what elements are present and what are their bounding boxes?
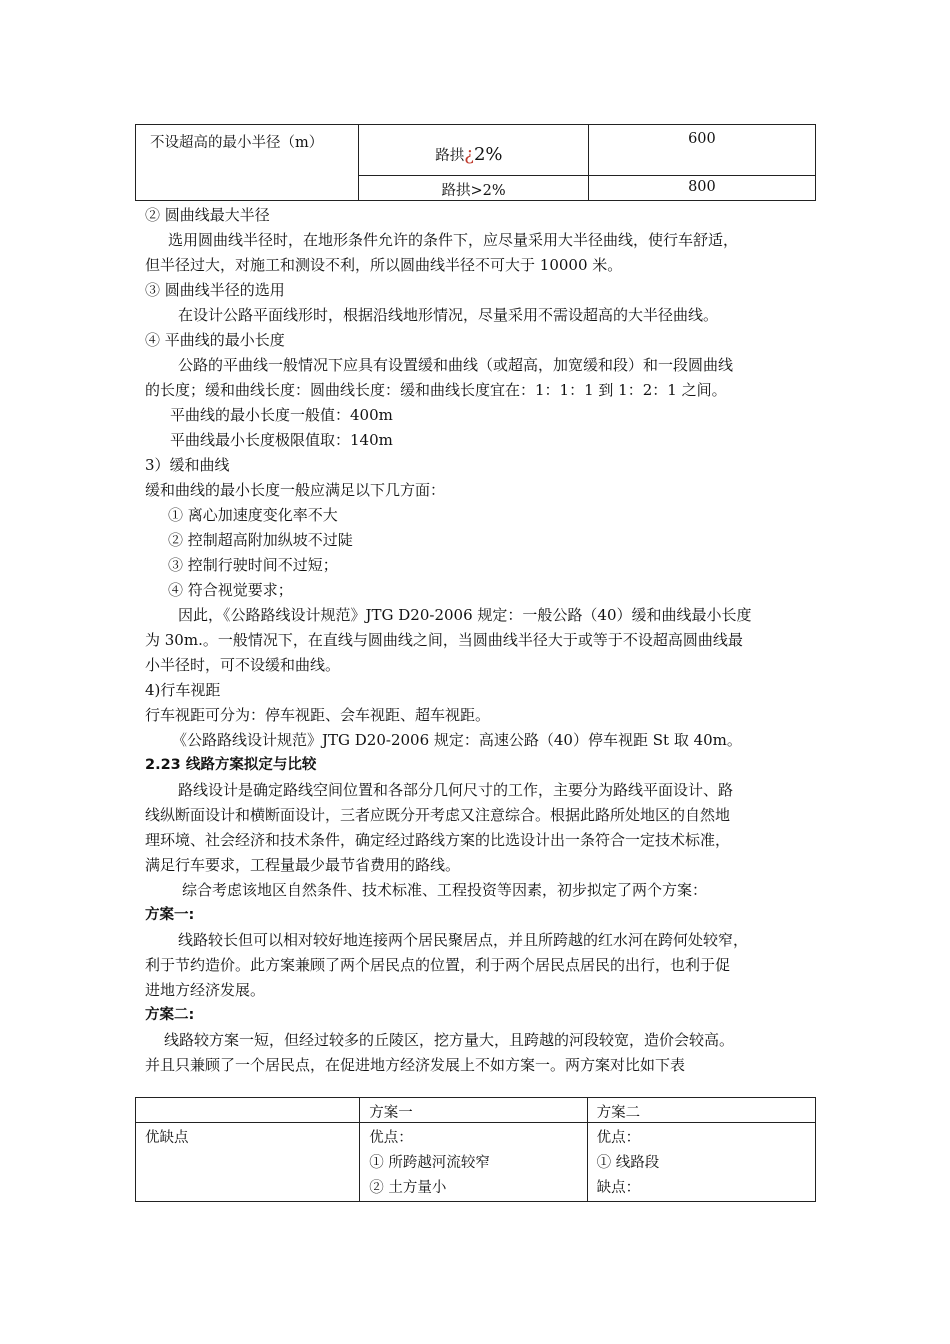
radius-value-cell-1 <box>588 125 815 176</box>
comparison-plan-b-content <box>588 1123 815 1201</box>
heading-min-length: ④ 平曲线的最小长度 <box>145 331 285 349</box>
plan-two-heading: 方案二: <box>145 1007 195 1023</box>
paragraph-line: 综合考虑该地区自然条件、技术标准、工程投资等因素，初步拟定了两个方案： <box>182 881 708 899</box>
crown-cond-1 <box>359 144 588 175</box>
comparison-header-b: 方案二 <box>596 1105 641 1121</box>
paragraph-line: 行车视距可分为：停车视距、会车视距、超车视距。 <box>145 706 491 724</box>
crown-cond-1-symbol: ¿ <box>464 144 474 165</box>
paragraph-line: 小半径时，可不设缓和曲线。 <box>145 656 341 674</box>
paragraph-line: 因此，《公路路线设计规范》JTG D20-2006 规定：一般公路（40）缓和曲线最小长度 <box>178 606 752 624</box>
paragraph-line: 《公路路线设计规范》JTG D20-2006 规定：高速公路（40）停车视距 St 取 40m。 <box>172 731 742 749</box>
paragraph-line: 利于节约造价。此方案兼顾了两个居民点的位置，利于两个居民点居民的出行，也利于促 <box>145 956 731 974</box>
crown-cond-1-prefix: 路拱 <box>435 148 465 164</box>
paragraph-line: 平曲线最小长度极限值取：140m <box>170 431 393 449</box>
comparison-header-a: 方案一 <box>369 1105 413 1121</box>
plan-a-line: 优点： <box>369 1130 413 1146</box>
paragraph-line: 满足行车要求，工程量最少最节省费用的路线。 <box>145 856 461 874</box>
plan-b-line: ① 线路段 <box>596 1155 660 1171</box>
paragraph-line: 线路较长但可以相对较好地连接两个居民聚居点，并且所跨越的红水河在跨何处较窄， <box>178 931 749 949</box>
comparison-header-a-cell <box>360 1098 587 1123</box>
paragraph-line: 但半径过大，对施工和测设不利，所以圆曲线半径不可大于 10000 米。 <box>145 256 623 274</box>
comparison-plan-a-cell <box>360 1123 587 1202</box>
min-radius-label: 不设超高的最小半径（m） <box>150 135 324 151</box>
comparison-plan-b-cell <box>587 1123 815 1202</box>
paragraph-line: 线纵断面设计和横断面设计，三者应既分开考虑又注意综合。根据此路所处地区的自然地 <box>145 806 731 824</box>
crown-cond-2: 路拱>2% <box>441 183 506 199</box>
paragraph-line: 并且只兼顾了一个居民点，在促进地方经济发展上不如方案一。两方案对比如下表 <box>145 1056 686 1074</box>
section-heading-route-plan: 2.23 线路方案拟定与比较 <box>145 757 317 773</box>
plan-comparison-table <box>135 1097 816 1202</box>
heading-sight-distance: 4)行车视距 <box>145 681 221 699</box>
paragraph-line: 选用圆曲线半径时，在地形条件允许的条件下，应尽量采用大半径曲线，使行车舒适， <box>168 231 739 249</box>
heading-radius-selection: ③ 圆曲线半径的选用 <box>145 281 285 299</box>
paragraph-line: 缓和曲线的最小长度一般应满足以下几方面： <box>145 481 446 499</box>
plan-a-line: ① 所跨越河流较窄 <box>369 1155 490 1171</box>
paragraph-line: 平曲线的最小长度一般值：400m <box>170 406 393 424</box>
comparison-header-blank-text <box>136 1098 359 1101</box>
comparison-row-label-cell <box>136 1123 360 1202</box>
plan-b-line: 优点： <box>596 1130 641 1146</box>
list-item: ② 控制超高附加纵坡不过陡 <box>168 531 353 549</box>
paragraph-line: 的长度；缓和曲线长度：圆曲线长度：缓和曲线长度宜在：1：1：1 到 1：2：1 之间。 <box>145 381 727 399</box>
crown-cond-cell-2 <box>359 176 589 201</box>
heading-max-radius: ② 圆曲线最大半径 <box>145 206 270 224</box>
paragraph-line: 进地方经济发展。 <box>145 981 266 999</box>
paragraph-line: 理环境、社会经济和技术条件，确定经过路线方案的比选设计出一条符合一定技术标准， <box>145 831 731 849</box>
paragraph-line: 线路较方案一短，但经过较多的丘陵区，挖方量大，且跨越的河段较宽，造价会较高。 <box>164 1031 735 1049</box>
list-item: ③ 控制行驶时间不过短； <box>168 556 338 574</box>
heading-transition-curve: 3）缓和曲线 <box>145 456 230 474</box>
min-radius-table <box>135 124 816 201</box>
comparison-row-label: 优缺点 <box>145 1130 189 1146</box>
plan-one-heading: 方案一: <box>145 907 195 923</box>
paragraph-line: 公路的平曲线一般情况下应具有设置缓和曲线（或超高，加宽缓和段）和一段圆曲线 <box>178 356 734 374</box>
comparison-header-b-cell <box>587 1098 815 1123</box>
radius-value-1: 600 <box>688 131 716 147</box>
paragraph-line: 为 30m.。一般情况下，在直线与圆曲线之间，当圆曲线半径大于或等于不设超高圆曲线最 <box>145 631 743 649</box>
list-item: ① 离心加速度变化率不大 <box>168 506 338 524</box>
crown-cond-cell-1 <box>359 125 589 176</box>
plan-a-line: ② 土方量小 <box>369 1180 447 1196</box>
paragraph-line: 在设计公路平面线形时，根据沿线地形情况，尽量采用不需设超高的大半径曲线。 <box>178 306 719 324</box>
min-radius-label-cell <box>136 125 359 201</box>
comparison-header-blank <box>136 1098 360 1123</box>
list-item: ④ 符合视觉要求； <box>168 581 293 599</box>
radius-value-2: 800 <box>688 179 716 195</box>
paragraph-line: 路线设计是确定路线空间位置和各部分几何尺寸的工作，主要分为路线平面设计、路 <box>178 781 734 799</box>
plan-b-line: 缺点： <box>596 1180 641 1196</box>
crown-cond-1-value: 2% <box>473 144 503 165</box>
comparison-plan-a-content <box>360 1123 586 1201</box>
radius-value-cell-2 <box>588 176 815 201</box>
